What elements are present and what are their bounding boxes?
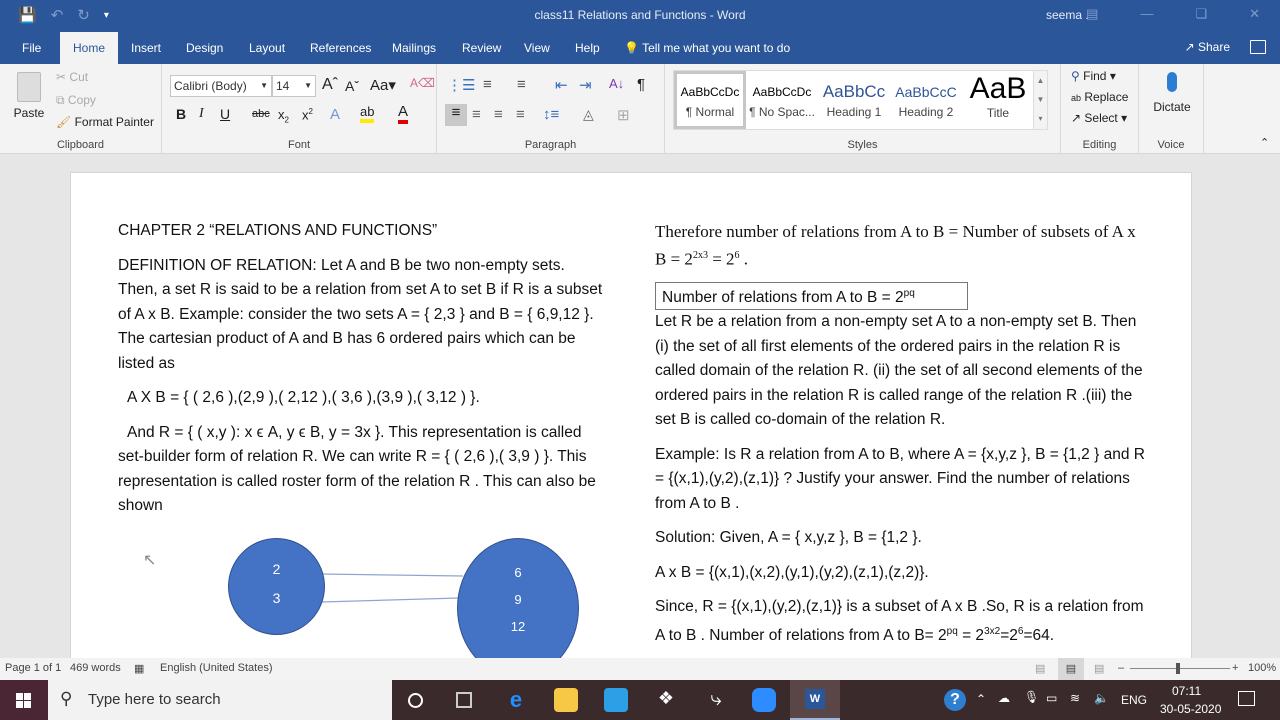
cut-button[interactable] (56, 70, 88, 84)
copy-icon: ⧉ (56, 93, 65, 107)
paste-button[interactable] (10, 70, 48, 134)
file-explorer-icon[interactable] (554, 688, 578, 712)
share-button[interactable] (1185, 40, 1230, 54)
shrink-font-icon[interactable]: Aˇ (345, 78, 359, 94)
style-name: Title (986, 106, 1010, 120)
dropbox-icon[interactable]: ❖ (657, 688, 675, 708)
style-no-spacing[interactable] (746, 71, 818, 129)
solution-paragraph: Solution: Given, A = { x,y,z }, B = {1,2 }. (655, 529, 922, 547)
windows-icon (16, 693, 31, 708)
volume-icon[interactable]: 🔈 (1094, 691, 1109, 705)
set-a-element: 2 (272, 561, 281, 577)
styles-scroll[interactable]: ▲ ▼ ▾ (1033, 71, 1047, 129)
multilevel-list-icon[interactable]: ≡ (517, 76, 526, 93)
mouse-cursor: ↖ (143, 552, 157, 569)
sort-icon[interactable]: A↓ (609, 76, 625, 91)
font-size-dropdown[interactable] (272, 75, 316, 97)
ribbon-tabs (0, 32, 1280, 64)
decrease-indent-icon[interactable]: ⇤ (555, 77, 568, 94)
style-preview: AaBbCcDc (752, 85, 812, 99)
bullets-icon[interactable]: ⋮☰ (447, 77, 476, 94)
window-controls (1086, 6, 1260, 22)
zoom-out-button[interactable]: – (1118, 662, 1125, 674)
lightbulb-icon: 💡 (624, 41, 639, 55)
clipboard-group (0, 64, 162, 154)
maximize-icon[interactable]: ❏ (1195, 6, 1208, 21)
since-paragraph: Since, R = {(x,1),(y,2),(z,1)} is a subset of A x B .So, R is a relation from A to B . Number of relations from A to $B= 2^{pq} = 2^{3x2}=2^6=64$. (655, 598, 1144, 644)
tab-home[interactable]: Home (60, 32, 118, 64)
voice-group (1139, 64, 1204, 154)
therefore-paragraph: Therefore number of relations from A to B = Number of subsets of A x $B = 2^{2x3} = 2^6$ . (655, 222, 1136, 269)
dictate-button[interactable] (1147, 70, 1197, 114)
show-formatting-icon[interactable]: ¶ (637, 76, 646, 93)
chapter-heading: CHAPTER 2 “RELATIONS AND FUNCTIONS” (118, 222, 438, 239)
ribbon-display-icon[interactable]: ▤ (1086, 6, 1099, 21)
print-layout-icon[interactable]: ▤ (1058, 658, 1084, 680)
align-center-icon[interactable]: ≡ (472, 106, 481, 123)
minimize-icon[interactable]: — (1140, 6, 1154, 21)
editing-group (1061, 64, 1139, 154)
read-mode-icon[interactable]: ▤ (1035, 663, 1046, 675)
microphone-icon (1167, 72, 1177, 92)
style-preview: AaB (969, 74, 1027, 104)
edge-icon[interactable]: e (509, 687, 523, 712)
status-bar (0, 658, 1280, 680)
shading-icon[interactable]: ◬ (583, 106, 594, 122)
style-name: Heading 2 (898, 105, 954, 119)
style-preview: AaBbCcDc (680, 85, 740, 99)
action-center-icon[interactable] (1238, 691, 1255, 706)
text-effects-icon[interactable]: A (330, 106, 341, 123)
axb-paragraph: A x B = {(x,1),(x,2),(y,1),(y,2),(z,1),(z,2)}. (655, 563, 929, 581)
mail-icon[interactable] (604, 688, 628, 712)
tab-references[interactable]: References (310, 41, 372, 55)
align-right-icon[interactable]: ≡ (494, 106, 503, 123)
replace-label: Replace (1084, 90, 1129, 104)
change-case-button[interactable]: Aa▾ (370, 77, 396, 94)
tab-help[interactable]: Help (575, 41, 600, 55)
clock-time[interactable]: 07:11 (1172, 684, 1202, 698)
tell-me-box[interactable] (616, 32, 798, 64)
justify-icon[interactable]: ≡ (516, 106, 525, 123)
tab-view[interactable]: View (524, 41, 550, 55)
zoom-slider-thumb[interactable] (1176, 663, 1180, 674)
zoom-slider[interactable] (1130, 668, 1230, 669)
set-b-element: 6 (514, 565, 522, 580)
set-a-element: 3 (272, 590, 281, 606)
format-painter-button[interactable] (56, 115, 154, 129)
clipboard-label: Clipboard (56, 139, 105, 151)
font-color-icon[interactable]: A (398, 104, 408, 124)
style-preview: AaBbCc (822, 82, 886, 101)
tab-file[interactable]: File (22, 41, 42, 55)
editing-label: Editing (1082, 139, 1117, 151)
tell-me-text: Tell me what you want to do (642, 41, 791, 55)
styles-label: Styles (847, 139, 878, 151)
comments-icon[interactable] (1250, 40, 1266, 54)
clipboard-icon (17, 72, 41, 102)
style-title[interactable] (962, 71, 1034, 129)
tab-mailings[interactable]: Mailings (392, 41, 437, 55)
left-column (118, 219, 608, 529)
arrow-diagram[interactable] (221, 538, 591, 658)
cortana-icon[interactable] (408, 693, 423, 708)
italic-icon[interactable]: I (199, 106, 204, 121)
highlight-icon[interactable]: ab (360, 104, 374, 123)
strikethrough-icon[interactable]: abc (252, 108, 270, 120)
collapse-ribbon-icon[interactable]: ⌃ (1260, 137, 1270, 149)
voice-label: Voice (1157, 139, 1185, 151)
style-preview: AaBbCcC (895, 84, 957, 100)
bold-icon[interactable]: B (176, 106, 187, 122)
clear-formatting-icon[interactable]: A⌫ (410, 76, 435, 90)
battery-icon[interactable]: ▭ (1046, 691, 1058, 705)
app-icon[interactable]: ⤷ (710, 688, 722, 710)
document-page[interactable] (70, 172, 1192, 658)
tab-review[interactable]: Review (462, 41, 502, 55)
increase-indent-icon[interactable]: ⇥ (579, 77, 592, 94)
share-label: Share (1197, 40, 1230, 54)
replace-button[interactable] (1071, 90, 1128, 104)
select-button[interactable]: ↗ Select ▾ (1071, 111, 1128, 125)
clock-date[interactable]: 30-05-2020 (1160, 702, 1222, 716)
search-icon: ⚲ (60, 689, 73, 708)
cut-label: Cut (69, 70, 89, 84)
taskbar (0, 680, 1280, 720)
set-a-oval[interactable] (228, 538, 325, 635)
word-taskbar-button[interactable] (790, 680, 840, 720)
find-label: Find (1083, 69, 1107, 83)
select-label: Select (1084, 111, 1118, 125)
paragraph-group (437, 64, 665, 154)
underline-icon[interactable]: U (220, 106, 231, 122)
font-name-value: Calibri (Body) (174, 79, 247, 93)
grow-font-icon[interactable]: Aˆ (322, 76, 338, 93)
chevron-down-icon: ▼ (304, 81, 312, 90)
task-view-icon[interactable] (456, 692, 472, 708)
font-size-value: 14 (276, 79, 290, 93)
scissors-icon: ✂ (56, 70, 67, 84)
share-icon: ↗ (1184, 40, 1195, 54)
tab-design[interactable]: Design (186, 41, 224, 55)
format-painter-label: Format Painter (74, 115, 154, 129)
wifi-icon[interactable]: ≋ (1070, 691, 1081, 705)
zoom-level[interactable]: 100% (1248, 662, 1277, 674)
document-area[interactable] (0, 155, 1280, 658)
set-b-element: 9 (514, 592, 522, 607)
font-label: Font (287, 139, 310, 151)
domain-range-paragraph: Let R be a relation from a non-empty set A to a non-empty set B. Then (i) the set of all first elements of the ordered pairs in the relation R is called domain of the relation R. (ii) the set of all second elements of the ordered pairs in the relation R is called range of the relation R .(iii) the set B is called co-domain of the relation R. (655, 313, 1143, 429)
subscript-icon[interactable]: $x_2$ (278, 107, 289, 125)
superscript-icon[interactable]: $x^2$ (302, 107, 313, 123)
zoom-in-button[interactable]: + (1232, 662, 1239, 674)
formula-box: Number of relations from A to $B = 2^{pq}$ (655, 282, 1150, 311)
chevron-down-icon: ▼ (260, 81, 268, 90)
replace-icon: ab (1071, 93, 1082, 103)
proofing-icon[interactable]: ▦ (134, 663, 145, 675)
cursor-icon: ↗ (1071, 111, 1082, 125)
copy-label: Copy (67, 93, 96, 107)
style-name: ¶ Normal (685, 105, 735, 119)
microphone-tray-icon[interactable]: 🎙 (1024, 690, 1040, 704)
user-name[interactable]: seema . (1046, 8, 1089, 22)
copy-button[interactable] (56, 93, 96, 108)
window-title: class11 Relations and Functions - Word (534, 8, 746, 22)
paragraph-label: Paragraph (524, 139, 577, 151)
customize-qat-icon[interactable]: ▾ (103, 9, 109, 21)
find-button[interactable]: ⚲ Find ▾ (1071, 69, 1116, 83)
search-placeholder: Type here to search (88, 691, 221, 708)
tab-insert[interactable]: Insert (131, 41, 162, 55)
cartesian-product: A X B = { ( 2,6 ),(2,9 ),( 2,12 ),( 3,6 ),(3,9 ),( 3,12 ) }. (127, 389, 480, 406)
web-layout-icon[interactable]: ▤ (1094, 663, 1105, 675)
word-count[interactable]: 469 words (70, 662, 121, 674)
zoom-app-icon[interactable] (752, 688, 776, 712)
right-column (655, 220, 1150, 658)
page-count[interactable]: Page 1 of 1 (5, 662, 62, 674)
save-icon[interactable]: 💾 (18, 7, 37, 24)
align-left-icon[interactable]: ≡ (445, 104, 467, 126)
language[interactable]: English (United States) (160, 662, 273, 674)
start-button[interactable] (0, 680, 48, 720)
word-icon: W (805, 689, 825, 709)
style-name: Heading 1 (826, 105, 882, 119)
font-group (162, 64, 437, 154)
style-name: ¶ No Spac... (749, 105, 815, 119)
change-case-label: Aa (370, 77, 389, 94)
show-hidden-icons[interactable]: ⌃ (976, 692, 987, 706)
set-builder-paragraph: And R = { ( x,y ): x ϵ A, y ϵ B, y = 3x }. This representation is called set-builder form of relation R. We can write R = { ( 2,6 ),( 3,9 ) }. This representation is called roster form of the relation R . This can also be shown (118, 423, 596, 514)
borders-icon[interactable]: ⊞ (617, 107, 630, 124)
undo-icon[interactable]: ↶ (50, 7, 64, 24)
line-spacing-icon[interactable]: ↕≡ (543, 106, 560, 123)
taskbar-search[interactable] (48, 680, 392, 720)
help-icon[interactable]: ? (944, 689, 966, 711)
example-paragraph: Example: Is R a relation from A to B, where A = {x,y,z }, B = {1,2 } and R = {(x,1),(y,2),(z,1)} ? Justify your answer. Find the number of relations from A to B . (655, 445, 1145, 512)
ribbon (0, 64, 1280, 154)
close-icon[interactable]: ✕ (1249, 6, 1260, 21)
set-b-element: 12 (510, 619, 526, 634)
definition-paragraph: DEFINITION OF RELATION: Let A and B be two non-empty sets. Then, a set R is said to be a relation from set A to set B if R is a subset of A x B. Example: consider the two sets A = { 2,3 } and B = { 6,9,12 }. The cartesian product of A and B has 6 ordered pairs which can be listed as (118, 256, 603, 372)
input-language[interactable]: ENG (1121, 693, 1148, 707)
tab-layout[interactable]: Layout (249, 41, 286, 55)
dictate-label: Dictate (1153, 100, 1191, 114)
paste-label: Paste (13, 106, 45, 120)
font-name-dropdown[interactable] (170, 75, 272, 97)
title-bar (0, 0, 1280, 32)
styles-gallery (673, 70, 1048, 130)
redo-icon[interactable]: ↻ (77, 7, 90, 24)
style-normal[interactable] (674, 71, 746, 129)
onedrive-icon[interactable]: ☁ (998, 691, 1010, 705)
style-heading-2[interactable] (890, 71, 962, 129)
numbering-icon[interactable]: ≡ (483, 76, 492, 93)
style-heading-1[interactable] (818, 71, 890, 129)
brush-icon: 🖌 (56, 115, 72, 129)
search-icon: ⚲ (1071, 69, 1080, 83)
